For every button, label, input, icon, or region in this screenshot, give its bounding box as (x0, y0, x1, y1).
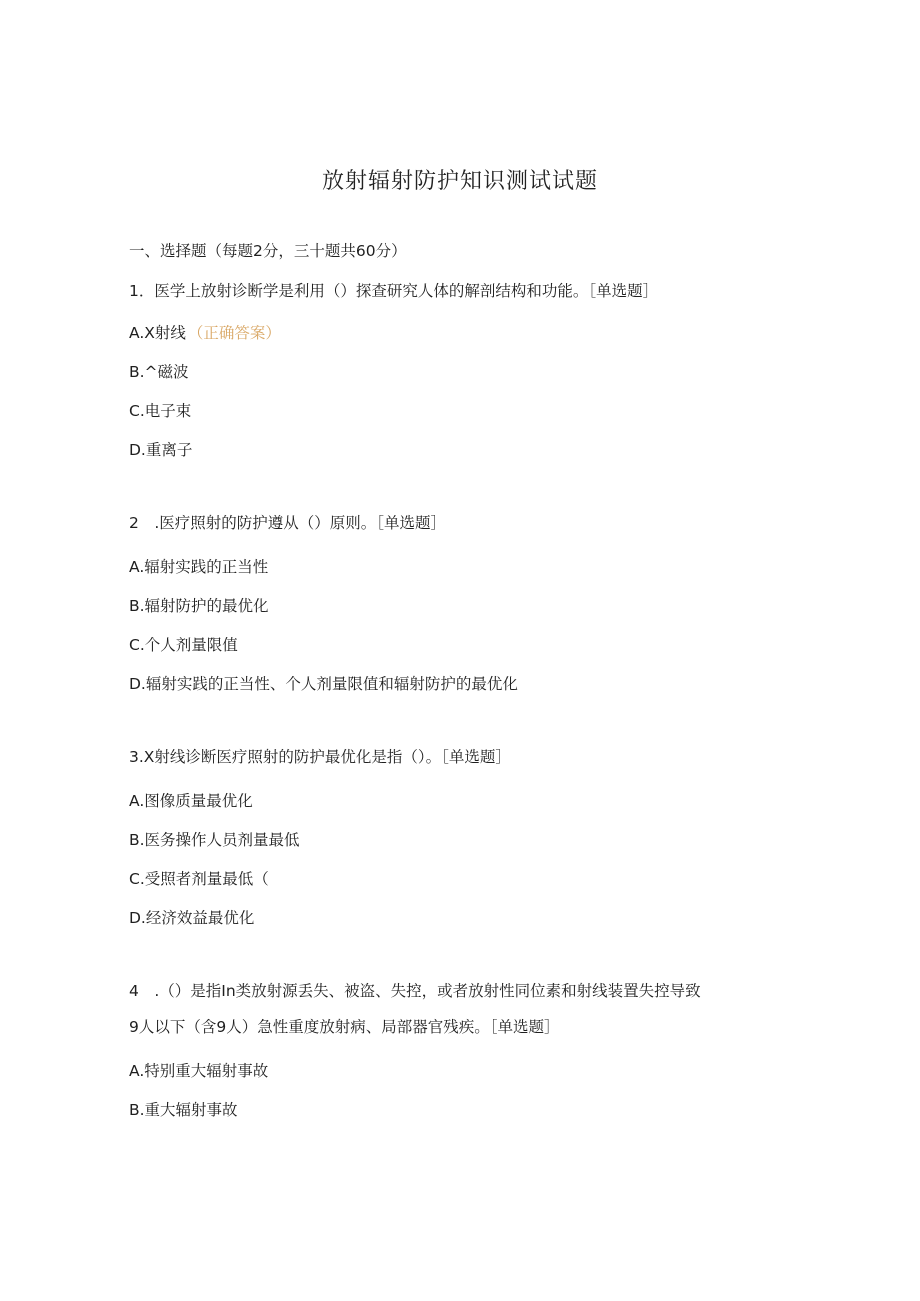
page-title: 放射辐射防护知识测试试题 (321, 169, 598, 194)
question-1-option-a[interactable] (129, 322, 281, 344)
correct-answer-tag: （正确答案） (187, 324, 281, 342)
question-3-stem: 3.X射线诊断医疗照射的防护最优化是指（）。［单选题］ (129, 748, 511, 766)
question-2-option-b[interactable]: B.辐射防护的最优化 (129, 597, 269, 615)
question-4-option-a[interactable]: A.特别重大辐射事故 (129, 1062, 269, 1080)
question-1-option-b[interactable]: B.^磁波 (129, 363, 189, 381)
question-3-option-d[interactable]: D.经济效益最优化 (129, 909, 255, 927)
question-3-option-b[interactable]: B.医务操作人员剂量最低 (129, 831, 300, 849)
question-3-option-c[interactable]: C.受照者剂量最低（ (129, 870, 269, 888)
question-1-option-c[interactable]: C.电子束 (129, 402, 192, 420)
question-1-stem: 1．医学上放射诊断学是利用（）探查研究人体的解剖结构和功能。［单选题］ (129, 282, 659, 300)
section-heading: 一、选择题（每题2分，三十题共60分） (129, 242, 407, 260)
question-4-stem-line-2: 9人以下（含9人）急性重度放射病、局部器官残疾。［单选题］ (129, 1018, 560, 1036)
question-4-stem-line-1: 4 .（）是指In类放射源丢失、被盗、失控，或者放射性同位素和射线装置失控导致 (129, 982, 701, 1000)
question-2-option-a[interactable]: A.辐射实践的正当性 (129, 558, 269, 576)
question-3-option-a[interactable]: A.图像质量最优化 (129, 792, 253, 810)
option-text: A.X射线 (129, 324, 186, 342)
question-2-option-d[interactable]: D.辐射实践的正当性、个人剂量限值和辐射防护的最优化 (129, 675, 518, 693)
question-2-stem: 2 .医疗照射的防护遵从（）原则。［单选题］ (129, 514, 447, 532)
question-2-option-c[interactable]: C.个人剂量限值 (129, 636, 238, 654)
question-1-option-d[interactable]: D.重离子 (129, 441, 193, 459)
question-4-option-b[interactable]: B.重大辐射事故 (129, 1101, 238, 1119)
